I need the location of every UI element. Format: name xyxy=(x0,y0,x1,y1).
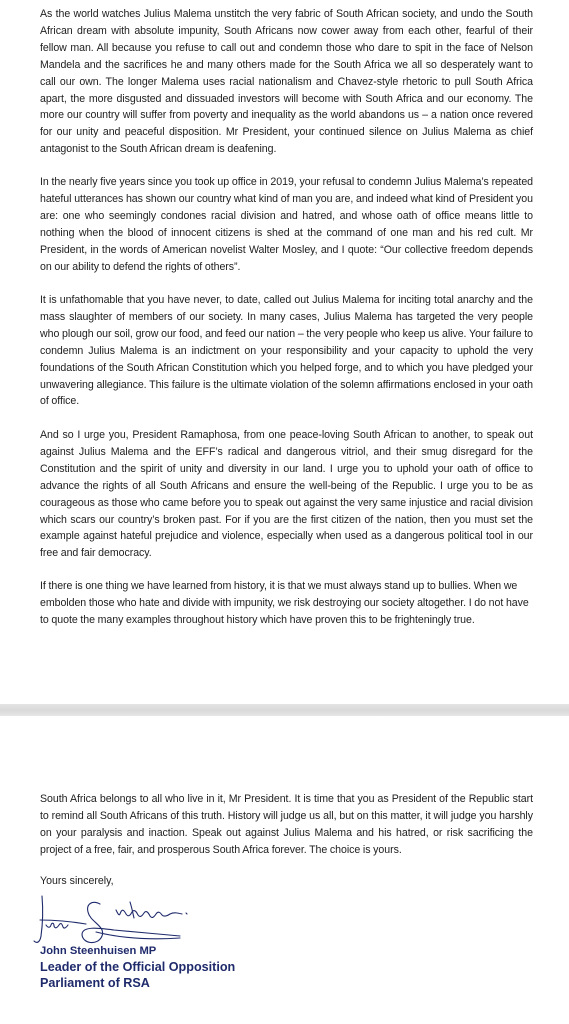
letter-paragraph-1: As the world watches Julius Malema unstitch the very fabric of South African society, and undo the South African dream with absolute impunity, South Africans now cower away from each other, fearful of their fellow man. All because you refuse to call out and condemn those who dare to spit in the face of Nelson Mandela and the sacrifices he and many others made for the South Africa we all so desperately want to call our own. The longer Malema uses racial nationalism and Chavez-style rhetoric to pull South Africa apart, the more disgusted and dissuaded investors will become with South Africa and our economy. The more our country will suffer from poverty and inequality as the world abandons us – a nation once revered for our unity and peaceful disposition. Mr President, your continued silence on Julius Malema as chief antagonist to the South African dream is deafening. xyxy=(40,8,533,156)
closing-salutation: Yours sincerely, xyxy=(40,875,114,887)
letter-paragraph-3: It is unfathomable that you have never, to date, called out Julius Malema for inciting total anarchy and the mass slaughter of members of our society. In many cases, Julius Malema has targeted the very people who plough our soil, grow our food, and feed our nation – the very people who keep us alive. Your failure to condemn Julius Malema is an indictment on your responsibility and your capacity to uphold the very foundations of the South African Constitution which you helped forge, and to which you have pledged your unwavering allegiance. This failure is the ultimate violation of the solemn affirmations enclosed in your oath of office. xyxy=(40,294,533,408)
handwritten-signature xyxy=(30,892,200,952)
letter-paragraph-6: South Africa belongs to all who live in it, Mr President. It is time that you as President of the Republic start to remind all South Africans of this truth. History will judge us all, but on this matter, it will judge you harshly on your paralysis and inaction. Speak out against Julius Malema and his hatred, or risk sacrificing the project of a free, fair, and prosperous South Africa forever. The choice is yours. xyxy=(40,793,533,856)
signatory-title: Leader of the Official Opposition xyxy=(40,960,236,974)
signatory-name: John Steenhuisen MP xyxy=(40,945,157,957)
signatory-institution: Parliament of RSA xyxy=(40,976,150,990)
letter-paragraph-4: And so I urge you, President Ramaphosa, from one peace-loving South African to another, to speak out against Julius Malema and the EFF’s radical and dangerous vitriol, and their smug disregard for the Constitution and the spirit of unity and diversity in our land. I urge you to uphold your oath of office to advance the rights of all South Africans and ensure the well-being of the Republic. I urge you to be as courageous as those who came before you to speak out against the very same injustice and racial division which scars our country’s broken past. For if you are the first citizen of the nation, then you must set the example against hateful prejudice and violence, especially when used as a dangerous political tool in our free and fair democracy. xyxy=(40,429,533,560)
letter-paragraph-5: If there is one thing we have learned from history, it is that we must always stand up to bullies. When we embolden those who hate and divide with impunity, we risk destroying our society altogether. I do not have to quote the many examples throughout history which have proven this to be frighteningly true. xyxy=(40,580,529,626)
letter-paragraph-2: In the nearly five years since you took up office in 2019, your refusal to condemn Julius Malema’s repeated hateful utterances has shown our country what kind of man you are, and indeed what kind of President you are: one who seemingly condones racial division and hatred, and whose oath of office means little to nothing when the blood of innocent citizens is shed at the command of one man and his red cult. Mr President, in the words of American novelist Walter Mosley, and I quote: “Our collective freedom depends on our ability to defend the rights of others”. xyxy=(40,176,533,273)
page-break-divider xyxy=(0,704,569,716)
